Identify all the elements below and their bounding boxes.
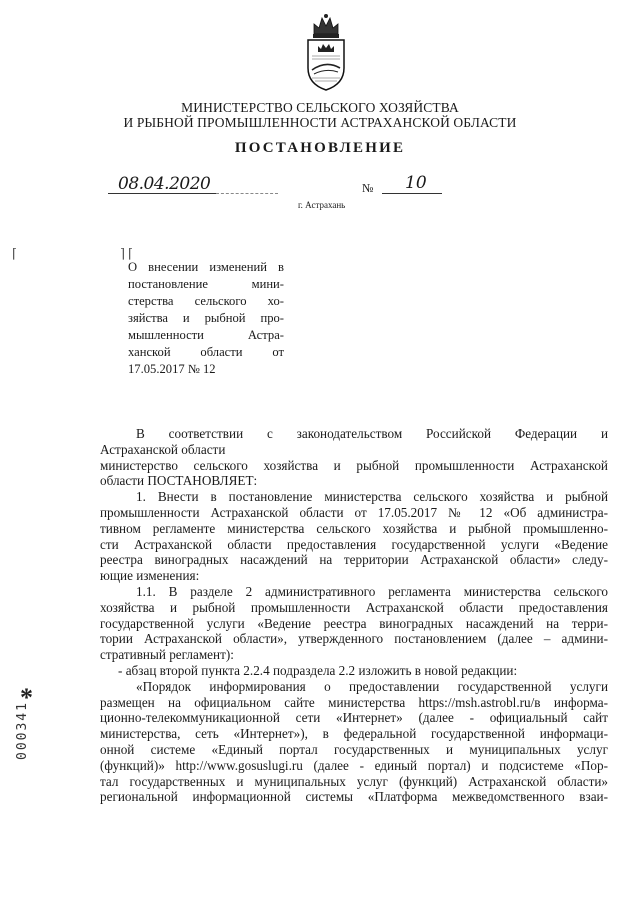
number-underline	[382, 193, 442, 194]
document-date: 08.04.2020	[118, 174, 211, 194]
body-line: министерства, сеть «Интернет»), в федеральной государственной информаци-	[100, 726, 608, 742]
margin-star: *	[20, 683, 33, 712]
body-line: В соответствии с законодательством Российской Федерации и	[136, 426, 608, 441]
date-underline-dashed	[216, 193, 278, 194]
subject-line: зяйства и рыбной про-	[128, 311, 284, 325]
body-line: области ПОСТАНОВЛЯЕТ:	[100, 473, 258, 489]
body-line: ционно-телекоммуникационной сети «Интернет» (далее - официальный сайт	[100, 710, 608, 726]
body-line: тории Астраханской области», утвержденного постановлением (далее – админи-	[100, 631, 608, 647]
corner-bracket-right: ⌈	[128, 246, 134, 261]
body-line: ющие изменения:	[100, 568, 200, 584]
ministry-line-2: И РЫБНОЙ ПРОМЫШЛЕННОСТИ АСТРАХАНСКОЙ ОБЛАСТИ	[123, 115, 517, 130]
body-line: стративный регламент):	[100, 647, 234, 663]
body-line: государственной услуги «Ведение реестра виноградных насаждений на терри-	[100, 615, 608, 631]
number-sign: №	[362, 181, 374, 195]
subject-line: ханской области от	[128, 345, 284, 359]
body-line: сти Астраханской области предоставления государственной услуги «Ведение	[100, 536, 608, 552]
subject-line: О внесении изменений в	[128, 260, 284, 274]
body-line: региональной информационной системы «Платформа межведомственного взаи-	[100, 789, 608, 805]
body-line: министерство сельского хозяйства и рыбной промышленности Астраханской	[100, 457, 608, 473]
body-line: реестра виноградных насаждений на территории Астраханской области» следу-	[100, 552, 608, 568]
subject-line: постановление мини-	[128, 277, 284, 291]
body-line: размещен на официальном сайте министерства https://msh.astrobl.ru/в информа-	[100, 694, 608, 710]
body-line: онной системе «Единый портал государственных и муниципальных услуг	[100, 741, 608, 757]
document-body	[100, 426, 608, 805]
document-number: 10	[405, 173, 427, 193]
document-subject	[128, 259, 284, 378]
coat-of-arms-icon	[300, 12, 352, 92]
body-line: хозяйства и рыбной промышленности Астраханской области предоставления	[100, 599, 608, 615]
subject-line: 17.05.2017 № 12	[128, 362, 216, 376]
body-line: «Порядок информирования о предоставлении государственной услуги	[136, 678, 608, 694]
subject-line: стерства сельского хо-	[128, 294, 284, 308]
body-line: тивном регламенте министерства сельского хозяйства и рыбной промышленно-	[100, 520, 608, 536]
ministry-line-1: МИНИСТЕРСТВО СЕЛЬСКОГО ХОЗЯЙСТВА	[181, 100, 459, 115]
date-underline	[108, 193, 216, 194]
city: г. Астрахань	[298, 200, 346, 210]
body-line: 1.1. В разделе 2 административного регламента министерства сельского	[136, 583, 608, 599]
body-line: 1. Внести в постановление министерства сельского хозяйства и рыбной	[136, 489, 608, 505]
corner-bracket-mid: ⌉	[120, 246, 126, 261]
ministry-name	[0, 100, 640, 130]
body-line: (функций)» http://www.gosuslugi.ru (далее - единый портал) и подсистеме «Пор-	[100, 757, 608, 773]
body-line: промышленности Астраханской области от 17.05.2017 № 12 «Об администра-	[100, 504, 608, 520]
document-type: ПОСТАНОВЛЕНИЕ	[234, 140, 406, 156]
subject-line: мышленности Астра-	[128, 328, 284, 342]
body-line: тал государственных и муниципальных услуг (функций) Астраханской области»	[100, 773, 608, 789]
corner-bracket-left: ⌈	[12, 246, 18, 261]
body-line: - абзац второй пункта 2.2.4 подраздела 2.2 изложить в новой редакции:	[118, 662, 518, 678]
body-line: Астраханской области	[100, 441, 226, 457]
registration-number: 000341	[15, 701, 30, 760]
